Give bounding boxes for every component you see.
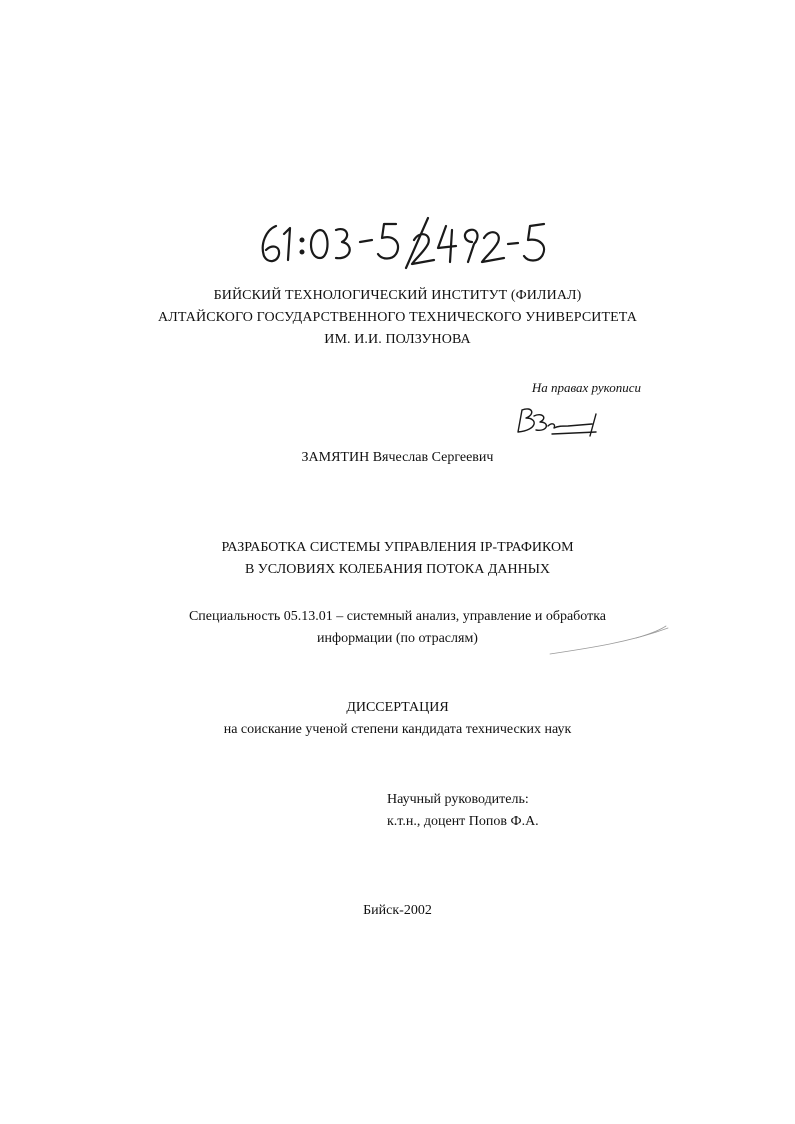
institute-line-1: БИЙСКИЙ ТЕХНОЛОГИЧЕСКИЙ ИНСТИТУТ (ФИЛИАЛ) <box>213 288 582 303</box>
author-signature <box>512 402 602 442</box>
title-line-2: В УСЛОВИЯХ КОЛЕБАНИЯ ПОТОКА ДАННЫХ <box>244 562 551 577</box>
institute-line-3: ИМ. И.И. ПОЛЗУНОВА <box>324 332 471 347</box>
city-year: Бийск-2002 <box>363 903 432 918</box>
supervisor-block <box>387 789 539 833</box>
institute-line-2: АЛТАЙСКОГО ГОСУДАРСТВЕННОГО ТЕХНИЧЕСКОГО УНИВЕРСИТЕТА <box>158 310 637 325</box>
dissertation-subtitle: на соискание ученой степени кандидата технических наук <box>223 722 572 737</box>
dissertation-title <box>0 537 795 581</box>
supervisor-label: Научный руководитель: <box>387 792 529 807</box>
specialty-line-2: информации (по отраслям) <box>317 631 478 646</box>
author-name: ЗАМЯТИН Вячеслав Сергеевич <box>301 450 494 465</box>
institute-name <box>0 285 795 351</box>
handwritten-archive-number <box>250 212 550 272</box>
rights-note: На правах рукописи <box>531 380 641 395</box>
dissertation-block <box>0 697 795 741</box>
scan-artifact <box>540 612 680 662</box>
title-line-1: РАЗРАБОТКА СИСТЕМЫ УПРАВЛЕНИЯ IP-ТРАФИКОМ <box>221 540 574 555</box>
supervisor-name: к.т.н., доцент Попов Ф.А. <box>387 814 539 829</box>
dissertation-heading: ДИССЕРТАЦИЯ <box>346 700 449 715</box>
specialty-line-1: Специальность 05.13.01 – системный анализ, управление и обработка <box>188 609 607 624</box>
